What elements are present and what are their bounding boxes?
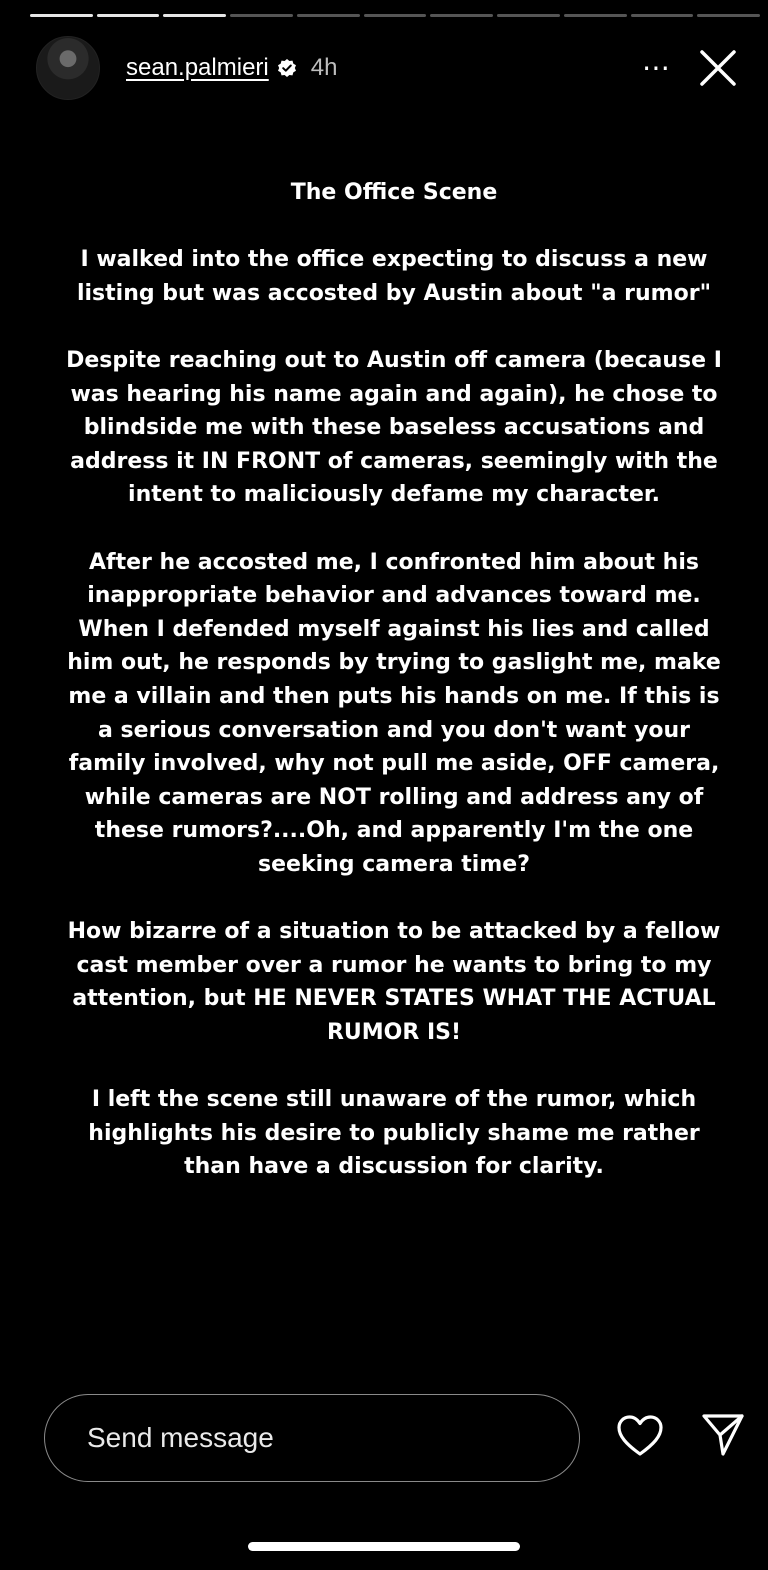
story-text <box>60 176 728 1217</box>
progress-segment <box>631 14 694 17</box>
post-time: 4h <box>310 54 338 81</box>
home-indicator[interactable] <box>248 1542 520 1551</box>
more-options-icon[interactable]: ⋯ <box>642 51 672 84</box>
username-link[interactable]: sean.palmieri <box>126 54 269 81</box>
story-paragraph: How bizarre of a situation to be attacked by a fellow cast member over a rumor he wants to bring to my attention, but HE NEVER STATES WHAT THE ACTUAL RUMOR IS! <box>67 919 721 1045</box>
close-icon[interactable] <box>696 46 740 90</box>
verified-badge-icon <box>277 58 297 78</box>
progress-segment <box>364 14 427 17</box>
story-paragraph: After he accosted me, I confronted him about his inappropriate behavior and advances toward me. When I defended myself against his lies and called him out, he responds by trying to gaslight me, make me a villain and then puts his hands on me. If this is a serious conversation and you don't want your family involved, why not pull me aside, OFF camera, while cameras are NOT rolling and address any of these rumors?....Oh, and apparently I'm the one seeking camera time? <box>67 549 721 877</box>
like-heart-icon[interactable] <box>616 1414 664 1458</box>
story-paragraph: Despite reaching out to Austin off camera (because I was hearing his name again and again), he chose to blindside me with these baseless accusations and address it IN FRONT of cameras, seemingly with the intent to maliciously defame my character. <box>66 347 722 508</box>
story-progress <box>30 14 760 17</box>
send-message-placeholder: Send message <box>87 1422 274 1453</box>
story-header <box>36 36 740 100</box>
story-paragraph: I walked into the office expecting to discuss a new listing but was accosted by Austin about "a rumor" <box>76 247 712 306</box>
progress-segment <box>564 14 627 17</box>
send-message-input[interactable] <box>44 1394 580 1482</box>
send-paper-plane-icon[interactable] <box>700 1412 746 1458</box>
avatar[interactable] <box>36 36 100 100</box>
story-title: The Office Scene <box>290 180 498 205</box>
progress-segment <box>97 14 160 17</box>
progress-segment <box>697 14 760 17</box>
progress-segment <box>430 14 493 17</box>
progress-segment <box>163 14 226 17</box>
progress-segment <box>497 14 560 17</box>
story-paragraph: I left the scene still unaware of the rumor, which highlights his desire to publicly shame me rather than have a discussion for clarity. <box>88 1087 700 1180</box>
progress-segment <box>297 14 360 17</box>
progress-segment <box>230 14 293 17</box>
progress-segment <box>30 14 93 17</box>
